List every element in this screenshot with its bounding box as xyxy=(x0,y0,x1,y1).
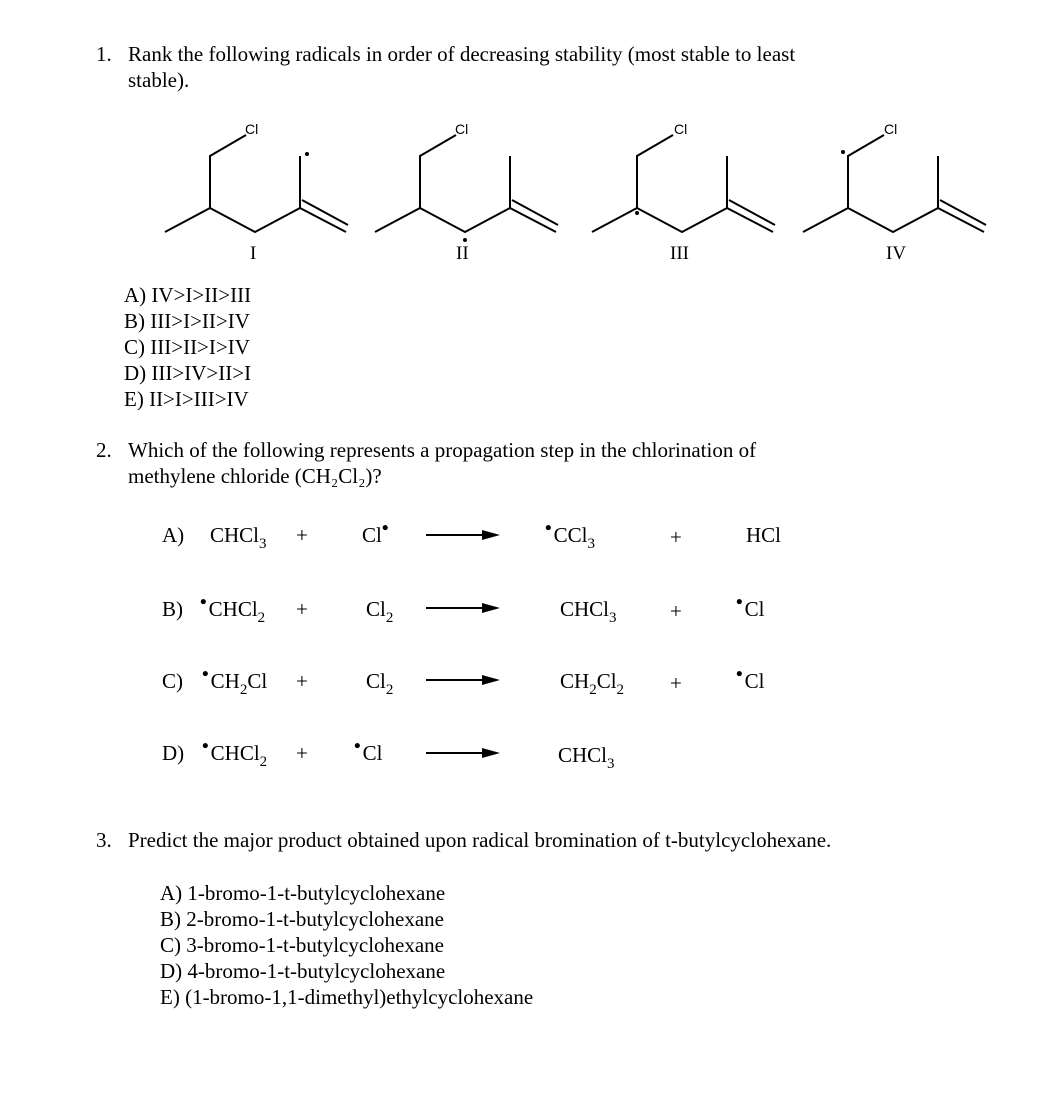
structure-label-I: I xyxy=(250,243,257,264)
q1-text-line1: Rank the following radicals in order of decreasing stability (most stable to least xyxy=(128,42,796,66)
product-1: •CCl$_3$ xyxy=(545,518,596,552)
structure-label-III: III xyxy=(670,243,689,264)
q1-option-b[interactable]: B) III>I>II>IV xyxy=(124,309,250,333)
radical-dot: • xyxy=(736,592,743,613)
reactant-1: $•CH_2Cl$ xyxy=(202,664,268,698)
radical-dot: • xyxy=(381,518,389,539)
radical-dot: • xyxy=(545,518,552,539)
product-1: $CH_2Cl_2$ xyxy=(560,669,625,698)
product-2: •Cl xyxy=(736,592,765,621)
reactant-2: •Cl xyxy=(354,736,383,765)
product-1: CHCl$_3$ xyxy=(560,597,617,626)
product-1: CHCl$_3$ xyxy=(558,743,615,772)
q1-option-e[interactable]: E) II>I>III>IV xyxy=(124,387,249,411)
row-letter: C) xyxy=(162,669,183,693)
q2-number: 2. xyxy=(96,438,112,462)
plus-sign: + xyxy=(670,599,682,623)
q3-option-c[interactable]: C) 3-bromo-1-t-butylcyclohexane xyxy=(160,933,444,957)
radical-dot: • xyxy=(736,664,743,685)
chlorine-label: Cl xyxy=(674,121,688,137)
reactant-1: •CHCl$_2$ xyxy=(200,592,266,626)
structure-label-II: II xyxy=(456,243,469,264)
reactant-2: $Cl_2$ xyxy=(366,597,394,626)
q3-number: 3. xyxy=(96,828,112,852)
chlorine-label: Cl xyxy=(884,121,898,137)
q1-text-line2: stable). xyxy=(128,68,190,92)
reactant-1: CHCl$_3$ xyxy=(210,523,267,552)
q2-text-line2: methylene chloride (CH₂Cl₂)? xyxy=(128,464,382,488)
product-2: •Cl xyxy=(736,664,765,693)
plus-sign: + xyxy=(296,523,308,547)
radical-dot: • xyxy=(200,592,207,613)
q3-option-e[interactable]: E) (1-bromo-1,1-dimethyl)ethylcyclohexane xyxy=(160,985,534,1009)
q3-option-a[interactable]: A) 1-bromo-1-t-butylcyclohexane xyxy=(160,881,446,905)
arrow-b xyxy=(426,603,500,613)
row-letter: D) xyxy=(162,741,185,765)
plus-sign: + xyxy=(670,671,682,695)
plus-sign: + xyxy=(670,525,682,549)
arrow-c xyxy=(426,675,500,685)
reactant-2: Cl• xyxy=(362,518,389,547)
reactant-1: •CHCl$_2$ xyxy=(202,736,268,770)
q1-option-d[interactable]: D) III>IV>II>I xyxy=(124,361,252,385)
chlorine-label: Cl xyxy=(455,121,469,137)
q2-text-line1: Which of the following represents a propagation step in the chlorination of xyxy=(128,438,757,462)
radical-dot: • xyxy=(202,664,209,685)
structure-label-IV: IV xyxy=(886,243,907,264)
q1-option-c[interactable]: C) III>II>I>IV xyxy=(124,335,250,359)
arrow-a xyxy=(426,530,500,540)
plus-sign: + xyxy=(296,669,308,693)
arrow-d xyxy=(426,748,500,758)
q1-option-a[interactable]: A) IV>I>II>III xyxy=(124,283,252,307)
q3-option-d[interactable]: D) 4-bromo-1-t-butylcyclohexane xyxy=(160,959,446,983)
product-2: HCl xyxy=(746,523,782,547)
plus-sign: + xyxy=(296,597,308,621)
reactant-2: $Cl_2$ xyxy=(366,669,394,698)
chlorine-label: Cl xyxy=(245,121,259,137)
q1-number: 1. xyxy=(96,42,112,66)
q3-text: Predict the major product obtained upon radical bromination of t-butylcyclohexane. xyxy=(128,828,832,852)
row-letter: B) xyxy=(162,597,183,621)
q3-option-b[interactable]: B) 2-bromo-1-t-butylcyclohexane xyxy=(160,907,444,931)
radical-dot: • xyxy=(202,736,209,757)
plus-sign: + xyxy=(296,741,308,765)
row-letter: A) xyxy=(162,523,185,547)
radical-dot: • xyxy=(354,736,361,757)
